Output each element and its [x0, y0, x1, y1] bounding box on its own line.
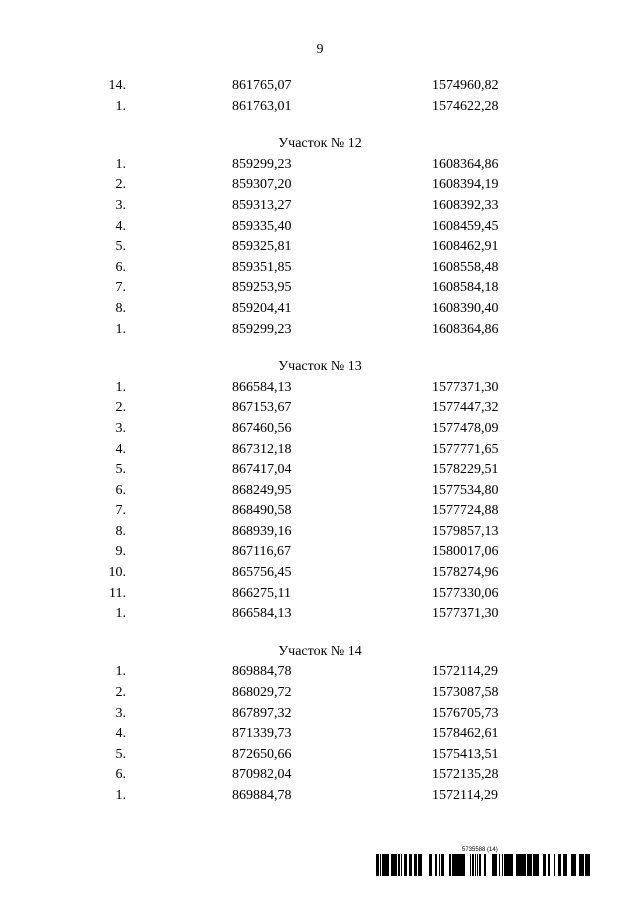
- point-number: 4.: [115, 441, 126, 457]
- barcode-bar: [519, 854, 520, 876]
- x-coordinate: 872650,66: [232, 746, 292, 762]
- x-coordinate: 868939,16: [232, 523, 292, 539]
- table-row: [0, 724, 640, 745]
- y-coordinate: 1608392,33: [432, 197, 499, 213]
- section-title: Участок № 13: [278, 359, 362, 375]
- barcode-bar: [387, 854, 388, 876]
- x-coordinate: 870982,04: [232, 767, 292, 783]
- section-block: [0, 357, 640, 625]
- table-row: [0, 584, 640, 605]
- barcode-bar: [460, 854, 461, 876]
- table-row: [0, 563, 640, 584]
- point-number: 1.: [115, 379, 126, 395]
- y-coordinate: 1573087,58: [432, 685, 499, 701]
- barcode-bar: [512, 854, 513, 876]
- x-coordinate: 859325,81: [232, 239, 292, 255]
- point-number: 3.: [115, 420, 126, 436]
- barcode-bar: [588, 854, 590, 876]
- barcode-bar: [563, 854, 564, 876]
- point-number: 6.: [115, 767, 126, 783]
- barcode-block: [376, 847, 590, 877]
- x-coordinate: 859299,23: [232, 156, 292, 172]
- barcode-bar: [435, 854, 436, 876]
- barcode-bar: [559, 854, 560, 876]
- barcode-bar: [583, 854, 584, 876]
- point-number: 1.: [115, 606, 126, 622]
- table-row: [0, 460, 640, 481]
- table-row: [0, 155, 640, 176]
- y-coordinate: 1577447,32: [432, 400, 499, 416]
- barcode-bar: [493, 854, 495, 876]
- barcode-bar: [524, 854, 525, 876]
- x-coordinate: 865756,45: [232, 565, 292, 581]
- x-coordinate: 868249,95: [232, 482, 292, 498]
- x-coordinate: 868029,72: [232, 685, 292, 701]
- barcode-bar: [436, 854, 437, 876]
- barcode-bar: [564, 854, 566, 876]
- barcode-bar: [464, 854, 465, 876]
- barcode-bar: [475, 854, 476, 876]
- barcode-bar: [484, 854, 486, 876]
- barcode-bar: [394, 854, 395, 876]
- y-coordinate: 1608584,18: [432, 280, 499, 296]
- sections-container: [0, 134, 640, 806]
- barcode-bar: [404, 854, 405, 876]
- x-coordinate: 866584,13: [232, 379, 292, 395]
- point-number: 1.: [115, 98, 126, 114]
- barcode-bar: [506, 854, 508, 876]
- barcode-bar: [382, 854, 384, 876]
- y-coordinate: 1577771,65: [432, 441, 499, 457]
- barcode-bar: [431, 854, 432, 876]
- barcode-bar: [586, 854, 587, 876]
- barcode-bar: [473, 854, 474, 876]
- barcode-bar: [420, 854, 422, 876]
- table-row: [0, 258, 640, 279]
- table-row: [0, 501, 640, 522]
- barcode-bar: [457, 854, 458, 876]
- barcode-bar: [558, 854, 559, 876]
- barcode-bar: [454, 854, 455, 876]
- x-coordinate: 859299,23: [232, 321, 292, 337]
- x-coordinate: 859313,27: [232, 197, 292, 213]
- y-coordinate: 1579857,13: [432, 523, 499, 539]
- barcode-bar: [380, 854, 381, 876]
- y-coordinate: 1608394,19: [432, 177, 499, 193]
- y-coordinate: 1578274,96: [432, 565, 499, 581]
- barcode-bar: [463, 854, 464, 876]
- barcode-bar: [575, 854, 576, 876]
- barcode-bar: [543, 854, 545, 876]
- barcode-caption: 5735588 (14): [462, 847, 498, 853]
- barcode-bar: [461, 854, 463, 876]
- table-row: [0, 237, 640, 258]
- barcode-image: [376, 854, 590, 876]
- barcode-bar: [376, 854, 377, 876]
- y-coordinate: 1577371,30: [432, 606, 499, 622]
- y-coordinate: 1577534,80: [432, 482, 499, 498]
- barcode-bar: [502, 854, 503, 876]
- barcode-bar: [388, 854, 389, 876]
- barcode-bar: [571, 854, 572, 876]
- barcode-bar: [504, 854, 506, 876]
- y-coordinate: 1608390,40: [432, 300, 499, 316]
- point-number: 6.: [115, 482, 126, 498]
- barcode-bar: [385, 854, 387, 876]
- table-row: [0, 419, 640, 440]
- x-coordinate: 859307,20: [232, 177, 292, 193]
- point-number: 1.: [115, 321, 126, 337]
- y-coordinate: 1577330,06: [432, 585, 499, 601]
- barcode-bar: [554, 854, 555, 876]
- y-coordinate: 1575413,51: [432, 746, 499, 762]
- table-row: [0, 440, 640, 461]
- barcode-bar: [566, 854, 567, 876]
- point-number: 4.: [115, 218, 126, 234]
- barcode-bar: [398, 854, 399, 876]
- barcode-bar: [508, 854, 509, 876]
- barcode-bar: [391, 854, 392, 876]
- barcode-bar: [535, 854, 536, 876]
- x-coordinate: 861763,01: [232, 98, 292, 114]
- table-row: [0, 683, 640, 704]
- y-coordinate: 1608459,45: [432, 218, 499, 234]
- barcode-bar: [405, 854, 407, 876]
- barcode-bar: [536, 854, 537, 876]
- x-coordinate: 867153,67: [232, 400, 292, 416]
- y-coordinate: 1572114,29: [432, 788, 498, 803]
- y-coordinate: 1578462,61: [432, 726, 499, 742]
- barcode-bar: [581, 854, 582, 876]
- x-coordinate: 867116,67: [232, 544, 291, 560]
- barcode-bar: [414, 854, 416, 876]
- top-rows: [0, 76, 640, 117]
- x-coordinate: 866275,11: [232, 585, 291, 601]
- barcode-bar: [517, 854, 519, 876]
- x-coordinate: 866584,13: [232, 606, 292, 622]
- barcode-bar: [492, 854, 493, 876]
- point-number: 7.: [115, 503, 126, 519]
- barcode-bar: [549, 854, 550, 876]
- barcode-bar: [527, 854, 528, 876]
- point-number: 5.: [115, 746, 126, 762]
- barcode-bar: [410, 854, 411, 876]
- barcode-bar: [377, 854, 378, 876]
- y-coordinate: 1577478,09: [432, 420, 499, 436]
- point-number: 9.: [115, 544, 126, 560]
- point-number: 5.: [115, 239, 126, 255]
- barcode-bar: [441, 854, 443, 876]
- x-coordinate: 861765,07: [232, 78, 292, 93]
- x-coordinate: 867312,18: [232, 441, 292, 457]
- table-row: [0, 604, 640, 625]
- barcode-bar: [525, 854, 526, 876]
- x-coordinate: 859204,41: [232, 300, 292, 316]
- barcode-bar: [531, 854, 532, 876]
- coordinate-list: [0, 76, 640, 807]
- barcode-bar: [574, 854, 575, 876]
- point-number: 2.: [115, 685, 126, 701]
- point-number: 1.: [115, 788, 126, 803]
- table-row: [0, 398, 640, 419]
- y-coordinate: 1577371,30: [432, 379, 499, 395]
- table-row: [0, 786, 640, 807]
- table-row: [0, 542, 640, 563]
- x-coordinate: 867417,04: [232, 462, 292, 478]
- y-coordinate: 1608462,91: [432, 239, 499, 255]
- barcode-bar: [495, 854, 497, 876]
- x-coordinate: 869884,78: [232, 788, 292, 803]
- point-number: 2.: [115, 177, 126, 193]
- point-number: 8.: [115, 523, 126, 539]
- table-row: [0, 76, 640, 97]
- point-number: 6.: [115, 259, 126, 275]
- barcode-bar: [378, 854, 379, 876]
- barcode-bar: [419, 854, 420, 876]
- y-coordinate: 1572135,28: [432, 767, 499, 783]
- point-number: 5.: [115, 462, 126, 478]
- barcode-bar: [392, 854, 394, 876]
- barcode-bar: [530, 854, 531, 876]
- barcode-bar: [470, 854, 471, 876]
- barcode-bar: [401, 854, 402, 876]
- barcode-bar: [430, 854, 431, 876]
- point-number: 1.: [115, 664, 126, 680]
- barcode-bar: [477, 854, 478, 876]
- y-coordinate: 1574622,28: [432, 98, 499, 114]
- barcode-bar: [450, 854, 451, 876]
- barcode-bar: [479, 854, 481, 876]
- barcode-bar: [580, 854, 581, 876]
- point-number: 7.: [115, 280, 126, 296]
- barcode-bar: [528, 854, 530, 876]
- table-row: [0, 299, 640, 320]
- barcode-bar: [384, 854, 385, 876]
- y-coordinate: 1572114,29: [432, 664, 498, 680]
- y-coordinate: 1576705,73: [432, 705, 499, 721]
- y-coordinate: 1574960,82: [432, 78, 499, 93]
- barcode-bar: [395, 854, 397, 876]
- barcode-bar: [545, 854, 546, 876]
- table-row: [0, 662, 640, 683]
- barcode-bar: [449, 854, 450, 876]
- table-row: [0, 522, 640, 543]
- barcode-bar: [458, 854, 460, 876]
- barcode-bar: [560, 854, 561, 876]
- barcode-bar: [411, 854, 412, 876]
- table-row: [0, 704, 640, 725]
- barcode-bar: [533, 854, 535, 876]
- barcode-bar: [399, 854, 400, 876]
- barcode-bar: [418, 854, 419, 876]
- barcode-bar: [509, 854, 510, 876]
- barcode-bar: [456, 854, 457, 876]
- section-title: Участок № 14: [278, 643, 362, 659]
- table-row: [0, 217, 640, 238]
- barcode-bar: [572, 854, 574, 876]
- point-number: 14.: [108, 78, 126, 93]
- barcode-bar: [537, 854, 539, 876]
- y-coordinate: 1578229,51: [432, 462, 499, 478]
- point-number: 3.: [115, 705, 126, 721]
- point-number: 10.: [108, 565, 126, 581]
- page-number: 9: [316, 42, 324, 57]
- section-block: [0, 642, 640, 807]
- barcode-bar: [439, 854, 440, 876]
- barcode-bar: [472, 854, 473, 876]
- table-row: [0, 481, 640, 502]
- barcode-bar: [579, 854, 580, 876]
- barcode-bar: [520, 854, 522, 876]
- point-number: 1.: [115, 156, 126, 172]
- x-coordinate: 867460,56: [232, 420, 292, 436]
- point-number: 8.: [115, 300, 126, 316]
- barcode-bar: [522, 854, 523, 876]
- table-row: [0, 378, 640, 399]
- table-row: [0, 745, 640, 766]
- barcode-bar: [409, 854, 410, 876]
- table-row: [0, 196, 640, 217]
- table-row: [0, 97, 640, 118]
- table-row: [0, 320, 640, 341]
- table-row: [0, 765, 640, 786]
- x-coordinate: 868490,58: [232, 503, 292, 519]
- x-coordinate: 859335,40: [232, 218, 292, 234]
- barcode-bar: [523, 854, 524, 876]
- barcode-bar: [452, 854, 454, 876]
- barcode-bar: [416, 854, 417, 876]
- barcode-bar: [585, 854, 586, 876]
- y-coordinate: 1608364,86: [432, 321, 499, 337]
- barcode-bar: [587, 854, 588, 876]
- barcode-bar: [516, 854, 517, 876]
- x-coordinate: 869884,78: [232, 664, 292, 680]
- table-row: [0, 175, 640, 196]
- x-coordinate: 871339,73: [232, 726, 292, 742]
- table-row: [0, 278, 640, 299]
- barcode-bar: [510, 854, 512, 876]
- barcode-bar: [499, 854, 500, 876]
- x-coordinate: 867897,32: [232, 705, 292, 721]
- x-coordinate: 859351,85: [232, 259, 292, 275]
- x-coordinate: 859253,95: [232, 280, 292, 296]
- barcode-bar: [548, 854, 549, 876]
- point-number: 4.: [115, 726, 126, 742]
- y-coordinate: 1608364,86: [432, 156, 499, 172]
- y-coordinate: 1580017,06: [432, 544, 499, 560]
- point-number: 3.: [115, 197, 126, 213]
- y-coordinate: 1608558,48: [432, 259, 499, 275]
- point-number: 11.: [109, 585, 126, 601]
- barcode-bar: [443, 854, 444, 876]
- barcode-bar: [455, 854, 456, 876]
- y-coordinate: 1577724,88: [432, 503, 499, 519]
- barcode-bar: [582, 854, 583, 876]
- point-number: 2.: [115, 400, 126, 416]
- section-block: [0, 134, 640, 340]
- barcode-bar: [429, 854, 430, 876]
- section-title: Участок № 12: [278, 136, 362, 152]
